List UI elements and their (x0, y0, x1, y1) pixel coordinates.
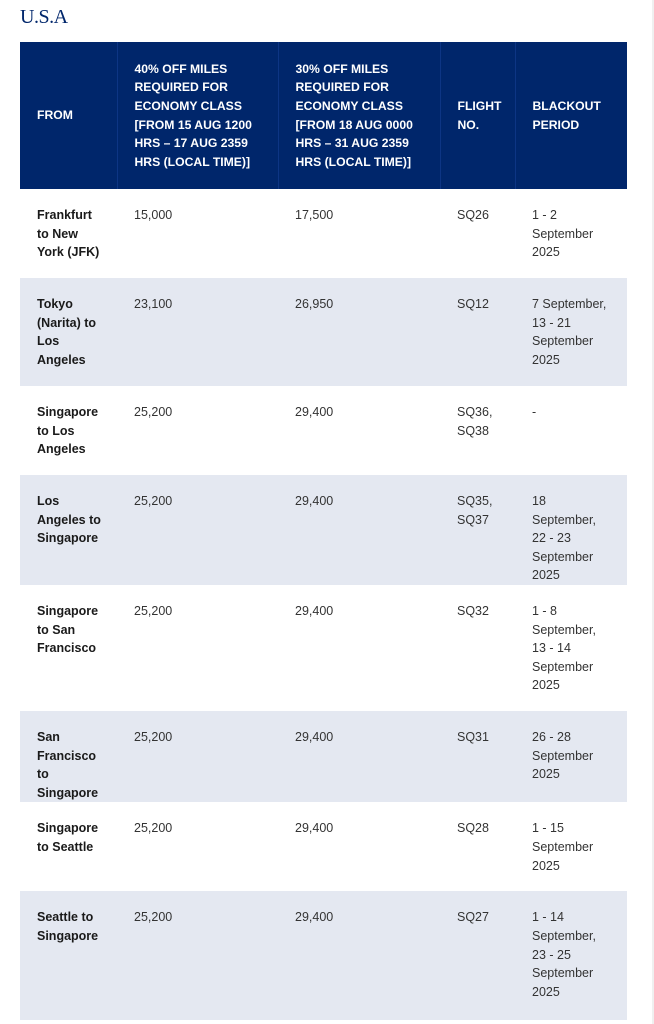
header-flight-no: FLIGHT NO. (440, 42, 515, 189)
blackout-cell: - (532, 405, 537, 419)
miles-40-cell: 25,200 (134, 729, 173, 744)
miles-30-cell: 29,400 (295, 729, 334, 744)
route-cell: Singapore to Seattle (37, 821, 99, 854)
table-row (20, 189, 627, 278)
miles-30-cell: 29,400 (295, 603, 334, 618)
flight-cell: SQ31 (457, 729, 489, 744)
miles-40-cell: 25,200 (134, 910, 173, 925)
flight-cell: SQ35, SQ37 (457, 494, 493, 527)
miles-40-cell: 25,200 (134, 405, 173, 419)
route-cell: Tokyo (Narita) to Los Angeles (37, 297, 97, 367)
flight-cell: SQ26 (457, 208, 489, 222)
blackout-cell: 7 September, 13 - 21 September 2025 (532, 297, 607, 367)
miles-30-cell: 29,400 (295, 405, 334, 419)
miles-40-cell: 15,000 (134, 208, 173, 222)
route-cell: Singapore to San Francisco (37, 603, 99, 656)
blackout-cell: 1 - 14 September, 23 - 25 September 2025 (532, 910, 596, 999)
table-row (20, 711, 627, 802)
flight-cell: SQ28 (457, 821, 489, 836)
miles-40-cell: 25,200 (134, 821, 173, 836)
miles-30-cell: 29,400 (295, 494, 334, 508)
header-blackout-period: BLACKOUT PERIOD (532, 98, 601, 132)
route-cell: Los Angeles to Singapore (37, 494, 101, 546)
table-row (20, 891, 627, 1020)
blackout-cell: 1 - 2 September 2025 (532, 208, 594, 260)
table-row (20, 475, 627, 585)
miles-discount-table (20, 42, 627, 1020)
flight-cell: SQ32 (457, 603, 489, 618)
table-row (20, 386, 627, 475)
miles-30-cell: 29,400 (295, 910, 334, 925)
miles-40-cell: 25,200 (134, 603, 173, 618)
miles-40-cell: 25,200 (134, 494, 173, 508)
blackout-cell: 26 - 28 September 2025 (532, 729, 594, 782)
route-cell: Singapore to Los Angeles (37, 405, 99, 457)
table-header-row (20, 42, 627, 189)
route-cell: San Francisco to Singapore (37, 729, 99, 800)
flight-cell: SQ12 (457, 297, 489, 311)
table-row (20, 802, 627, 891)
blackout-cell: 1 - 15 September 2025 (532, 821, 594, 873)
blackout-cell: 1 - 8 September, 13 - 14 September 2025 (532, 603, 596, 693)
table-row (20, 585, 627, 711)
header-30-off-miles: 30% OFF MILES REQUIRED FOR ECONOMY CLASS [FROM 18 AUG 0000 HRS – 31 AUG 2359 HRS (LOCAL TIME)] (278, 42, 440, 189)
header-40-off-miles: 40% OFF MILES REQUIRED FOR ECONOMY CLASS [FROM 15 AUG 1200 HRS – 17 AUG 2359 HRS (LOCAL TIME)] (117, 42, 278, 189)
miles-30-cell: 29,400 (295, 821, 334, 836)
header-from: FROM (20, 42, 117, 189)
route-cell: Seattle to Singapore (37, 910, 99, 943)
flight-cell: SQ36, SQ38 (457, 405, 493, 438)
flight-cell: SQ27 (457, 910, 489, 925)
blackout-cell: 18 September, 22 - 23 September 2025 (532, 494, 596, 583)
route-cell: Frankfurt to New York (JFK) (37, 208, 100, 260)
miles-30-cell: 17,500 (295, 208, 334, 222)
table-row (20, 278, 627, 386)
miles-40-cell: 23,100 (134, 297, 173, 311)
page-title: U.S.A (20, 6, 68, 28)
miles-30-cell: 26,950 (295, 297, 334, 311)
